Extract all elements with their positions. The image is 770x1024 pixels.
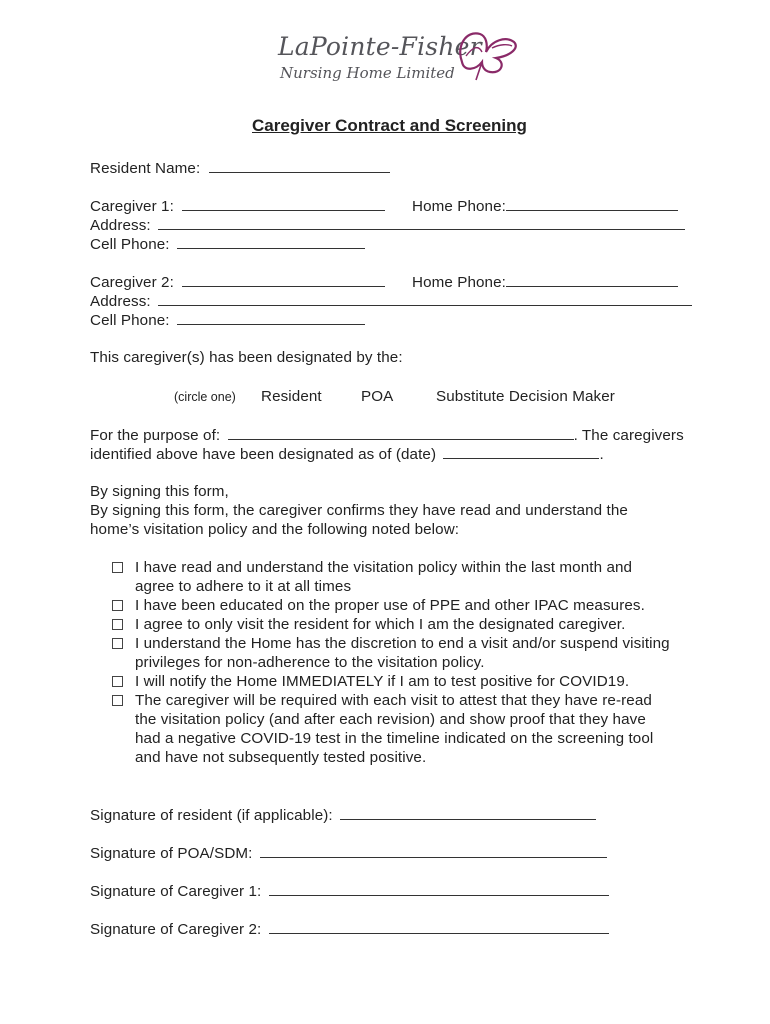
checklist-item-5-line-1: I will notify the Home IMMEDIATELY if I am to test positive for COVID19. xyxy=(135,673,630,690)
logo-name-line2: Nursing Home Limited xyxy=(280,64,455,82)
checklist-item-2-line-1: I have been educated on the proper use of PPE and other IPAC measures. xyxy=(135,597,645,614)
signature-caregiver1-label: Signature of Caregiver 1: xyxy=(90,883,262,900)
caregiver1-home-phone-field[interactable] xyxy=(506,196,678,211)
caregiver1-label: Caregiver 1: xyxy=(90,198,174,215)
caregiver2-home-phone-label: Home Phone: xyxy=(412,274,506,291)
checklist-item-1-line-2: agree to adhere to it at all times xyxy=(135,578,352,595)
caregiver2-cell-label: Cell Phone: xyxy=(90,312,170,329)
signature-resident-field[interactable] xyxy=(340,805,596,820)
designated-text: This caregiver(s) has been designated by the: xyxy=(90,349,403,366)
option-substitute-decision-maker[interactable]: Substitute Decision Maker xyxy=(436,388,615,405)
caregiver1-address-label: Address: xyxy=(90,217,151,234)
purpose-suffix: . The caregivers xyxy=(573,427,684,444)
resident-name-label: Resident Name: xyxy=(90,160,201,177)
purpose-label: For the purpose of: xyxy=(90,427,221,444)
caregiver2-name-field[interactable] xyxy=(182,272,385,287)
signing-line-2: By signing this form, the caregiver confirms they have read and understand the xyxy=(90,502,628,519)
caregiver1-name-field[interactable] xyxy=(182,196,385,211)
caregiver2-address-field[interactable] xyxy=(158,291,692,306)
checklist-checkbox-2[interactable] xyxy=(112,600,123,611)
signature-poa-field[interactable] xyxy=(260,843,607,858)
checklist-checkbox-3[interactable] xyxy=(112,619,123,630)
caregiver1-address-field[interactable] xyxy=(158,215,685,230)
option-poa[interactable]: POA xyxy=(361,388,394,405)
signature-poa-label: Signature of POA/SDM: xyxy=(90,845,253,862)
caregiver2-cell-field[interactable] xyxy=(177,310,365,325)
checklist-checkbox-5[interactable] xyxy=(112,676,123,687)
caregiver2-cell-row xyxy=(90,310,365,330)
caregiver2-address-label: Address: xyxy=(90,293,151,310)
checklist-item-6-line-2: the visitation policy (and after each revision) and show proof that they have xyxy=(135,711,646,728)
designated-date-label: identified above have been designated as of (date) xyxy=(90,446,437,463)
checklist-item-1-line-1: I have read and understand the visitation policy within the last month and xyxy=(135,559,633,576)
caregiver1-address-row xyxy=(90,215,685,235)
caregiver2-label: Caregiver 2: xyxy=(90,274,174,291)
signature-poa-row xyxy=(90,843,607,863)
signature-resident-row xyxy=(90,805,596,825)
caregiver1-home-phone-row xyxy=(412,196,678,216)
butterfly-icon xyxy=(452,26,522,84)
signature-caregiver1-field[interactable] xyxy=(269,881,609,896)
signature-caregiver2-field[interactable] xyxy=(269,919,609,934)
checklist-item-6-line-1: The caregiver will be required with each visit to attest that they have re-read xyxy=(135,692,652,709)
caregiver2-home-phone-field[interactable] xyxy=(506,272,678,287)
checklist-item-4-line-2: privileges for non-adherence to the visitation policy. xyxy=(135,654,485,671)
logo-name-line1: LaPointe-Fisher xyxy=(278,32,482,61)
caregiver2-home-phone-row xyxy=(412,272,678,292)
caregiver1-row xyxy=(90,196,385,216)
caregiver2-address-row xyxy=(90,291,692,311)
designated-date-row xyxy=(90,444,604,464)
checklist-item-3-line-1: I agree to only visit the resident for which I am the designated caregiver. xyxy=(135,616,626,633)
resident-name-field[interactable] xyxy=(209,158,390,173)
page-title: Caregiver Contract and Screening xyxy=(252,116,527,135)
signature-resident-label: Signature of resident (if applicable): xyxy=(90,807,333,824)
logo xyxy=(276,26,526,88)
signing-line-1: By signing this form, xyxy=(90,483,229,500)
designated-date-end: . xyxy=(599,446,604,463)
signature-caregiver1-row xyxy=(90,881,609,901)
checklist-checkbox-1[interactable] xyxy=(112,562,123,573)
designated-date-field[interactable] xyxy=(443,444,599,459)
resident-name-row xyxy=(90,158,390,178)
caregiver1-home-phone-label: Home Phone: xyxy=(412,198,506,215)
signature-caregiver2-label: Signature of Caregiver 2: xyxy=(90,921,262,938)
caregiver1-cell-row xyxy=(90,234,365,254)
caregiver2-row xyxy=(90,272,385,292)
circle-one-hint: (circle one) xyxy=(174,390,236,404)
checklist-checkbox-4[interactable] xyxy=(112,638,123,649)
signature-caregiver2-row xyxy=(90,919,609,939)
caregiver1-cell-field[interactable] xyxy=(177,234,365,249)
signing-line-3: home’s visitation policy and the following noted below: xyxy=(90,521,460,538)
checklist-item-4-line-1: I understand the Home has the discretion to end a visit and/or suspend visiting xyxy=(135,635,670,652)
checklist-checkbox-6[interactable] xyxy=(112,695,123,706)
purpose-row xyxy=(90,425,684,445)
purpose-field[interactable] xyxy=(228,425,574,440)
caregiver1-cell-label: Cell Phone: xyxy=(90,236,170,253)
checklist-item-6-line-3: had a negative COVID-19 test in the timeline indicated on the screening tool xyxy=(135,730,654,747)
checklist-item-6-line-4: and have not subsequently tested positive. xyxy=(135,749,427,766)
option-resident[interactable]: Resident xyxy=(261,388,322,405)
